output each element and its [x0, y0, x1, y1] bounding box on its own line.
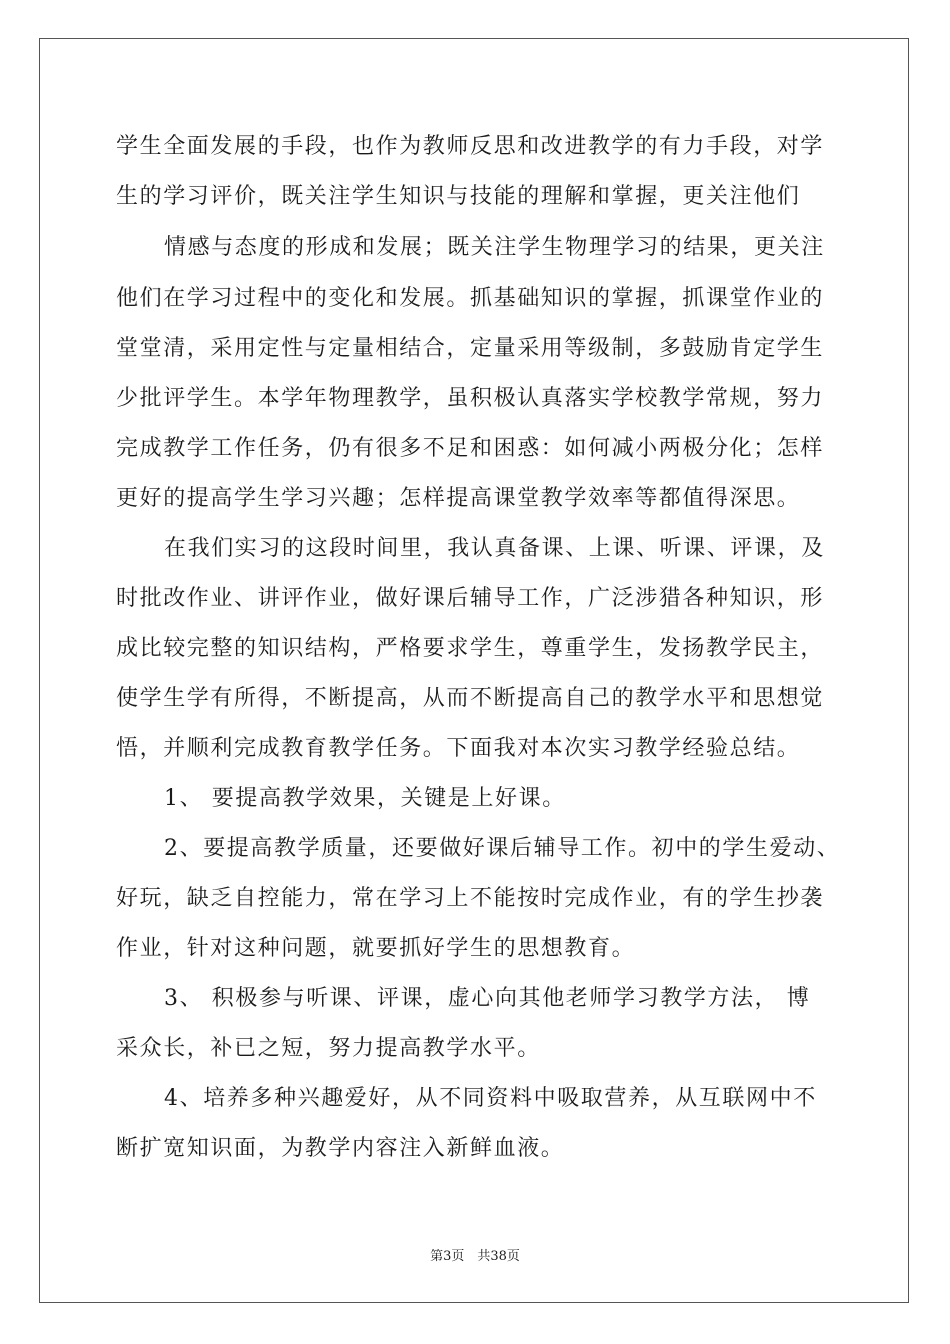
text-line: 堂堂清，采用定性与定量相结合，定量采用等级制，多鼓励肯定学生	[116, 336, 825, 361]
text-line: 时批改作业、讲评作业，做好课后辅导工作，广泛涉猎各种知识，形	[116, 586, 825, 611]
text-line: 成比较完整的知识结构，严格要求学生，尊重学生，发扬教学民主，	[116, 636, 825, 661]
list-item: 1、 要提高教学效果，关键是上好课。	[164, 786, 566, 811]
text-line: 更好的提高学生学习兴趣；怎样提高课堂教学效率等都值得深思。	[116, 486, 801, 511]
text-line: 情感与态度的形成和发展；既关注学生物理学习的结果，更关注	[164, 235, 825, 260]
text-line: 悟，并顺利完成教育教学任务。下面我对本次实习教学经验总结。	[116, 736, 801, 761]
list-item: 4、培养多种兴趣爱好，从不同资料中吸取营养，从互联网中不	[164, 1086, 817, 1111]
text-line: 他们在学习过程中的变化和发展。抓基础知识的掌握，抓课堂作业的	[116, 286, 825, 311]
text-line: 断扩宽知识面，为教学内容注入新鲜血液。	[116, 1136, 565, 1161]
text-line: 生的学习评价，既关注学生知识与技能的理解和掌握，更关注他们	[116, 184, 801, 209]
text-line: 完成教学工作任务，仍有很多不足和困惑：如何减小两极分化；怎样	[116, 436, 825, 461]
list-item: 3、 积极参与听课、评课，虚心向其他老师学习教学方法， 博	[164, 986, 811, 1011]
text-line: 学生全面发展的手段，也作为教师反思和改进教学的有力手段，对学	[116, 134, 825, 159]
text-line: 在我们实习的这段时间里，我认真备课、上课、听课、评课，及	[164, 536, 825, 561]
text-line: 少批评学生。本学年物理教学，虽积极认真落实学校教学常规，努力	[116, 386, 825, 411]
text-line: 好玩，缺乏自控能力，常在学习上不能按时完成作业，有的学生抄袭	[116, 886, 825, 911]
text-line: 采众长，补已之短，努力提高教学水平。	[116, 1036, 541, 1061]
page-number: 第3页 共38页	[430, 1249, 520, 1264]
text-line: 作业，针对这种问题，就要抓好学生的思想教育。	[116, 936, 636, 961]
text-line: 使学生学有所得，不断提高，从而不断提高自己的教学水平和思想觉	[116, 686, 825, 711]
list-item: 2、要提高教学质量，还要做好课后辅导工作。初中的学生爱动、	[164, 836, 841, 861]
